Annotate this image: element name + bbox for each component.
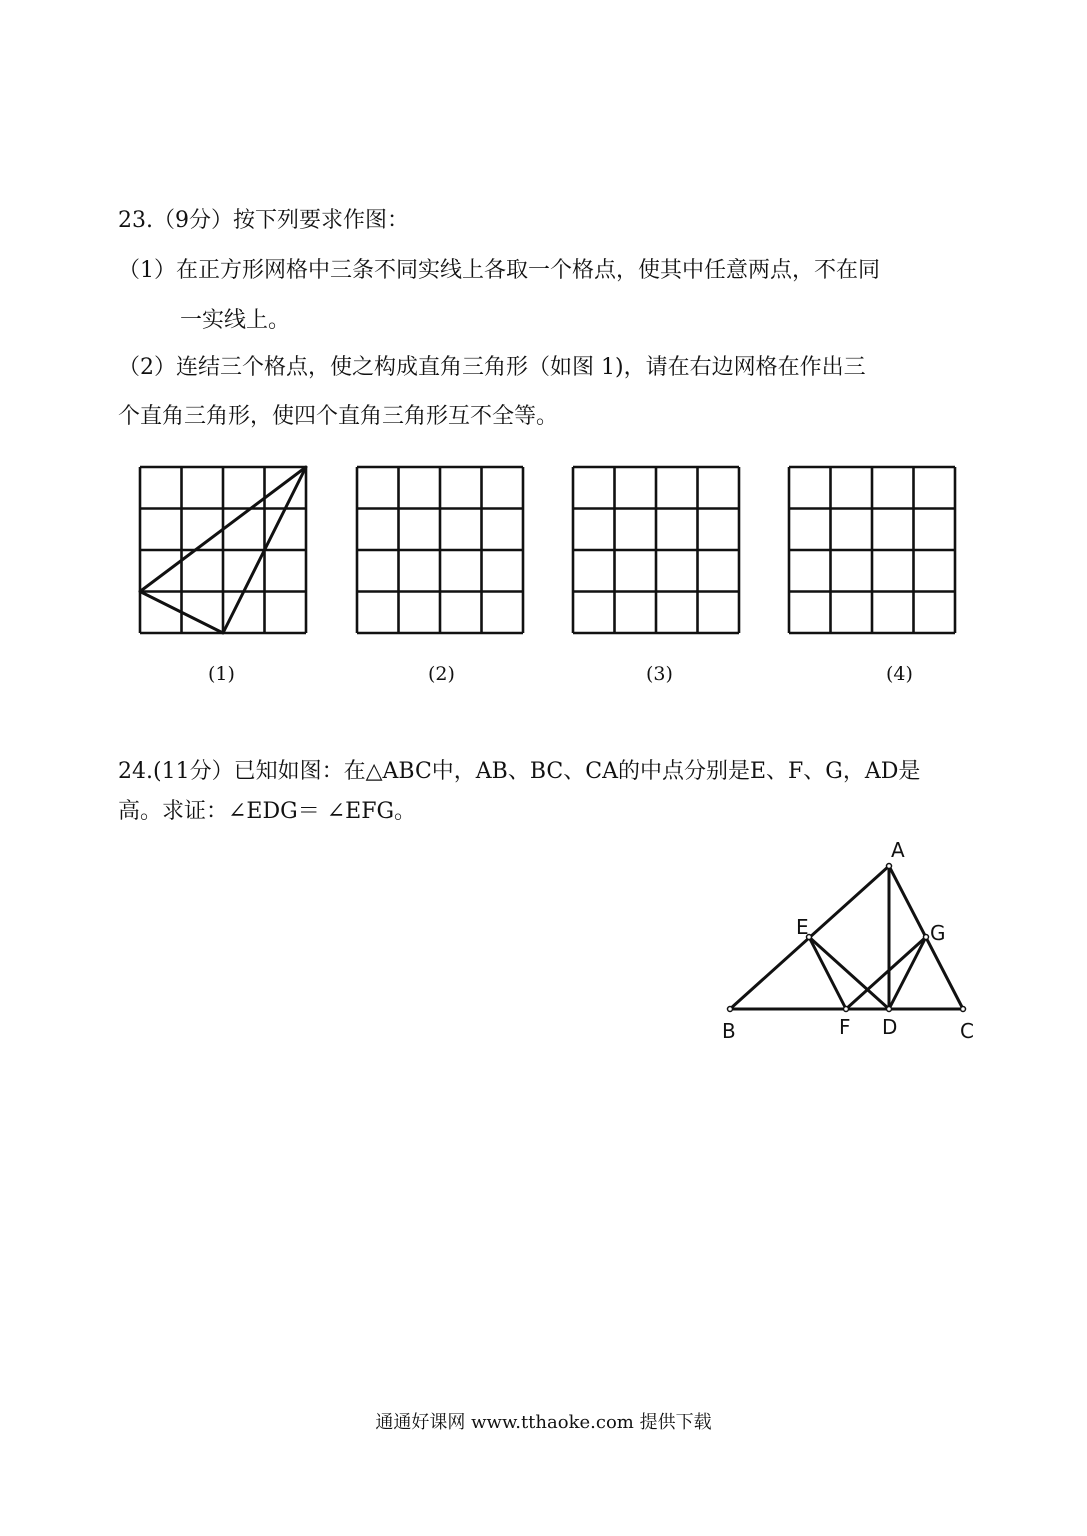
q24-line2: 高。求证：∠EDG＝ ∠EFG。 bbox=[118, 799, 417, 824]
label-a: A bbox=[891, 838, 905, 862]
label-d: D bbox=[882, 1015, 898, 1039]
segment-dg bbox=[889, 937, 926, 1009]
triangle-figure bbox=[700, 830, 1000, 1060]
label-c: C bbox=[960, 1019, 974, 1043]
point-g bbox=[924, 935, 929, 940]
q24-line1: 24.(11分）已知如图：在△ABC中，AB、BC、CA的中点分别是E、F、G，AD是 bbox=[118, 759, 921, 784]
point-a bbox=[887, 864, 892, 869]
label-g: G bbox=[930, 921, 946, 945]
segment-ed bbox=[809, 937, 889, 1009]
grid-caption-4: (4) bbox=[886, 663, 913, 685]
point-f bbox=[844, 1007, 849, 1012]
grid-3 bbox=[573, 467, 740, 633]
q23-part2-line1: （2）连结三个格点，使之构成直角三角形（如图 1)，请在右边网格在作出三 bbox=[118, 355, 866, 380]
grid-caption-1: (1) bbox=[208, 663, 235, 685]
grid-1 bbox=[140, 467, 307, 633]
q23-heading: 23.（9分）按下列要求作图： bbox=[118, 208, 409, 233]
segment-ef bbox=[809, 937, 846, 1009]
segment-fg bbox=[846, 937, 926, 1009]
q23-part1-line1: （1）在正方形网格中三条不同实线上各取一个格点，使其中任意两点，不在同 bbox=[118, 258, 880, 283]
point-b bbox=[728, 1007, 733, 1012]
grid-2 bbox=[357, 467, 524, 633]
footer: 通通好课网 www.tthaoke.com 提供下载 bbox=[375, 1412, 712, 1433]
q23-part1-line2: 一实线上。 bbox=[180, 308, 291, 333]
point-c bbox=[961, 1007, 966, 1012]
label-f: F bbox=[839, 1015, 851, 1039]
q23-part2-line2: 个直角三角形，使四个直角三角形互不全等。 bbox=[118, 404, 559, 429]
label-b: B bbox=[722, 1019, 736, 1043]
grid-4 bbox=[789, 467, 956, 633]
grid-caption-2: (2) bbox=[428, 663, 455, 685]
label-e: E bbox=[796, 915, 809, 939]
point-d bbox=[887, 1007, 892, 1012]
grid-caption-3: (3) bbox=[646, 663, 673, 685]
